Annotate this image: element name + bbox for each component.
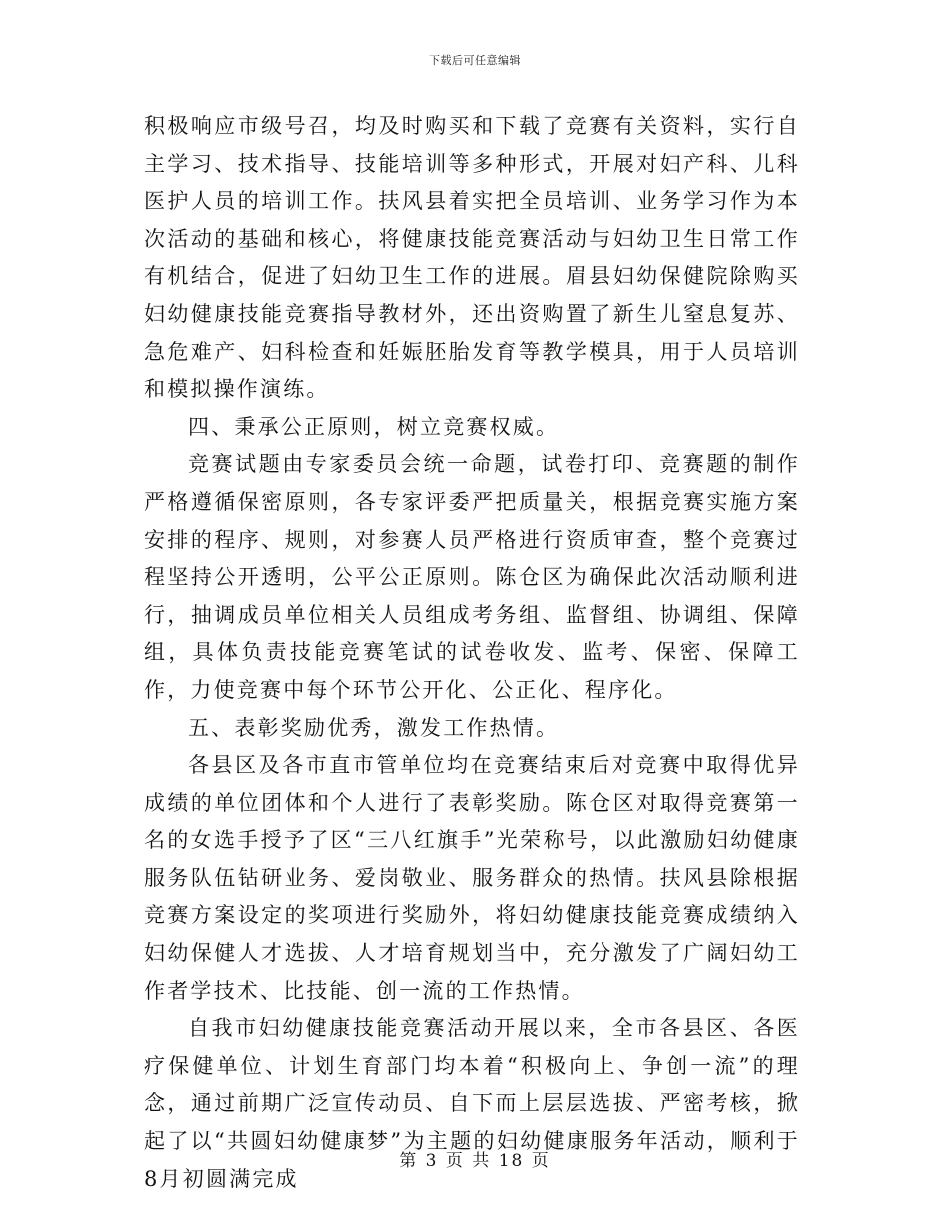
paragraph-4: 自我市妇幼健康技能竞赛活动开展以来，全市各县区、各医疗保健单位、计划生育部门均本着“积极向上、争创一流”的理念，通过前期广泛宣传动员、自下而上层层选拔、严密考核，掀起了以“共圆妇幼健康梦”为主题的妇幼健康服务年活动，顺利于8月初圆满完成 [144,1016,800,1191]
section-heading-5: 五、表彰奖励优秀，激发工作热情。 [188,715,560,740]
document-body [144,108,800,1198]
page-header: 下载后可任意编辑 [429,54,521,67]
paragraph-2: 竞赛试题由专家委员会统一命题，试卷打印、竞赛题的制作严格遵循保密原则，各专家评委严把质量关，根据竞赛实施方案安排的程序、规则，对参赛人员严格进行资质审查，整个竞赛过程坚持公开透明，公平公正原则。陈仓区为确保此次活动顺利进行，抽调成员单位相关人员组成考务组、监督组、协调组、保障组，具体负责技能竞赛笔试的试卷收发、监考、保密、保障工作，力使竞赛中每个环节公开化、公正化、程序化。 [144,452,800,702]
section-heading-4: 四、秉承公正原则，树立竞赛权威。 [188,414,560,439]
page-footer: 第 3 页 共 18 页 [399,1151,551,1171]
paragraph-3: 各县区及各市直市管单位均在竞赛结束后对竞赛中取得优异成绩的单位团体和个人进行了表彰奖励。陈仓区对取得竞赛第一名的女选手授予了区“三八红旗手”光荣称号，以此激励妇幼健康服务队伍钻研业务、爱岗敬业、服务群众的热情。扶风县除根据竞赛方案设定的奖项进行奖励外，将妇幼健康技能竞赛成绩纳入妇幼保健人才选拔、人才培育规划当中，充分激发了广阔妇幼工作者学技术、比技能、创一流的工作热情。 [144,753,800,1003]
paragraph-1: 积极响应市级号召，均及时购买和下载了竞赛有关资料，实行自主学习、技术指导、技能培训等多种形式，开展对妇产科、儿科医护人员的培训工作。扶风县着实把全员培训、业务学习作为本次活动的基础和核心，将健康技能竞赛活动与妇幼卫生日常工作有机结合，促进了妇幼卫生工作的进展。眉县妇幼保健院除购买妇幼健康技能竞赛指导教材外，还出资购置了新生儿窒息复苏、急危难产、妇科检查和妊娠胚胎发育等教学模具，用于人员培训和模拟操作演练。 [144,114,800,402]
